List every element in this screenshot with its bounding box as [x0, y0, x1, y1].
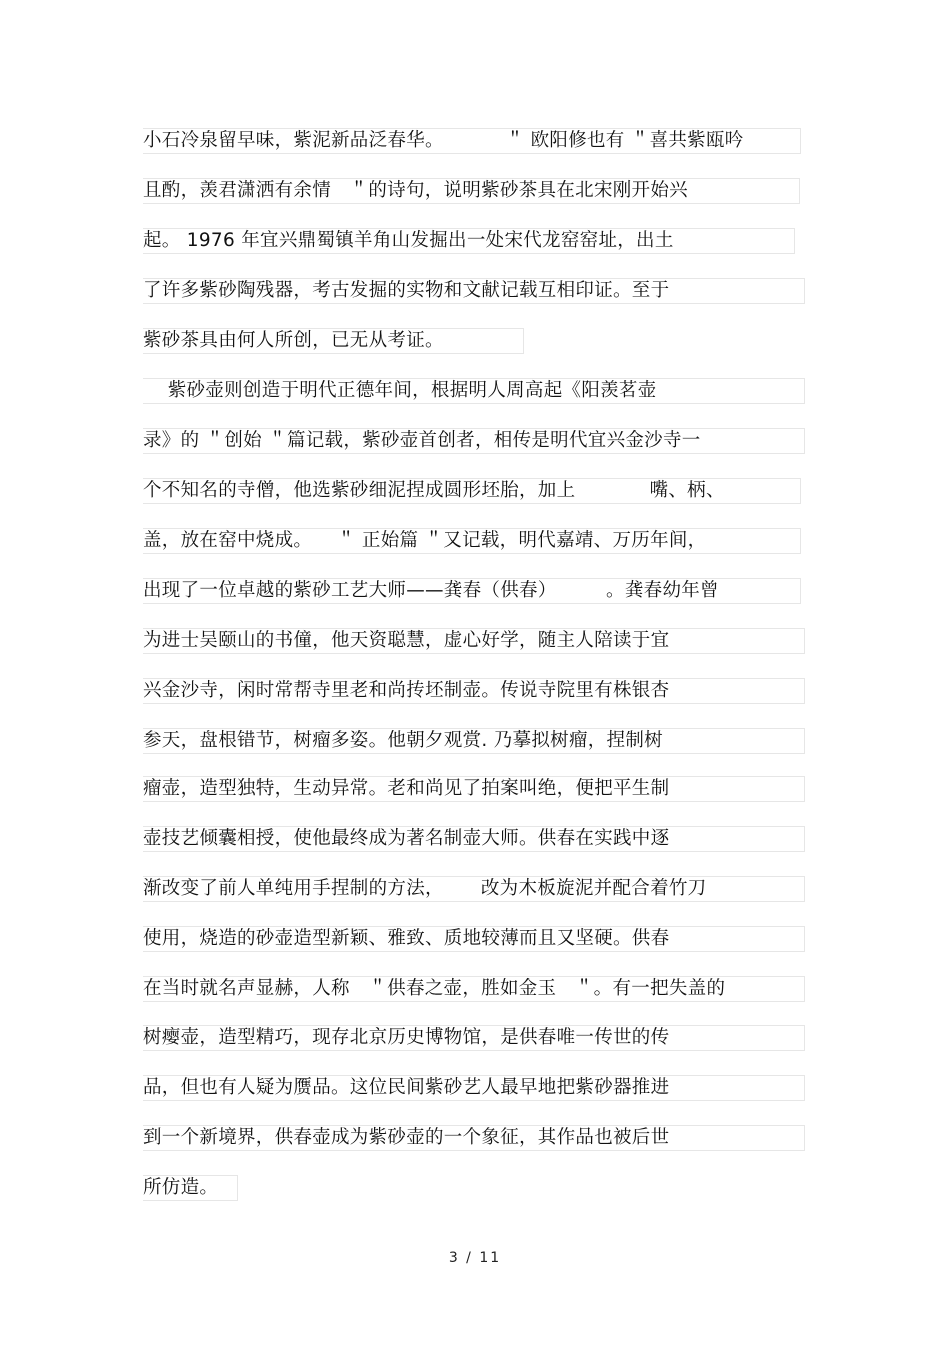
paragraph-line: 了许多紫砂陶残器，考古发掘的实物和文献记载互相印证。至于 — [143, 280, 670, 301]
paragraph-line: 到一个新境界，供春壶成为紫砂壶的一个象征，其作品也被后世 — [143, 1127, 670, 1148]
paragraph-line: 在当时就名声显赫，人称 ＂供春之壶，胜如金玉 ＂。有一把失盖的 — [143, 978, 726, 999]
paragraph-line: 壶技艺倾囊相授，使他最终成为著名制壶大师。供春在实践中逐 — [143, 828, 670, 849]
paragraph-line: 个不知名的寺僧，他选紫砂细泥捏成圆形坯胎，加上 嘴、柄、 — [143, 480, 725, 501]
paragraph-line: 为进士吴颐山的书僮，他天资聪慧，虚心好学，随主人陪读于宜 — [143, 630, 670, 651]
paragraph-line: 兴金沙寺，闲时常帮寺里老和尚抟坯制壶。传说寺院里有株银杏 — [143, 680, 670, 701]
paragraph-line: 品，但也有人疑为赝品。这位民间紫砂艺人最早地把紫砂器推进 — [143, 1077, 670, 1098]
paragraph-line: 起。 1976 年宜兴鼎蜀镇羊角山发掘出一处宋代龙窑窑址，出土 — [143, 230, 674, 251]
paragraph-line: 参天，盘根错节，树瘤多姿。他朝夕观赏. 乃摹拟树瘤，捏制树 — [143, 730, 663, 751]
paragraph-line: 紫砂茶具由何人所创，已无从考证。 — [143, 330, 444, 351]
paragraph-line: 出现了一位卓越的紫砂工艺大师——龚春（供春） 。龚春幼年曾 — [143, 580, 719, 601]
paragraph-line: 渐改变了前人单纯用手捏制的方法， 改为木板旋泥并配合着竹刀 — [143, 878, 707, 899]
paragraph-line: 瘤壶，造型独特，生动异常。老和尚见了拍案叫绝，便把平生制 — [143, 778, 670, 799]
page-indicator: 3 / 11 — [448, 1250, 502, 1266]
paragraph-line: 使用，烧造的砂壶造型新颖、雅致、质地较薄而且又坚硬。供春 — [143, 928, 670, 949]
paragraph-line: 小石冷泉留早味，紫泥新品泛春华。 ＂ 欧阳修也有 ＂喜共紫瓯吟 — [143, 130, 744, 151]
paragraph-line: 所仿造。 — [143, 1177, 219, 1198]
paragraph-line: 录》的 ＂创始 ＂篇记载，紫砂壶首创者，相传是明代宜兴金沙寺一 — [143, 430, 701, 451]
paragraph-line: 且酌，羡君潇洒有余情 ＂的诗句，说明紫砂茶具在北宋刚开始兴 — [143, 180, 688, 201]
paragraph-line: 树瘿壶，造型精巧，现存北京历史博物馆，是供春唯一传世的传 — [143, 1027, 670, 1048]
paragraph-line: 盖，放在窑中烧成。 ＂ 正始篇 ＂又记载，明代嘉靖、万历年间， — [143, 530, 707, 551]
paragraph-line: 紫砂壶则创造于明代正德年间，根据明人周高起《阳羡茗壶 — [143, 380, 657, 401]
